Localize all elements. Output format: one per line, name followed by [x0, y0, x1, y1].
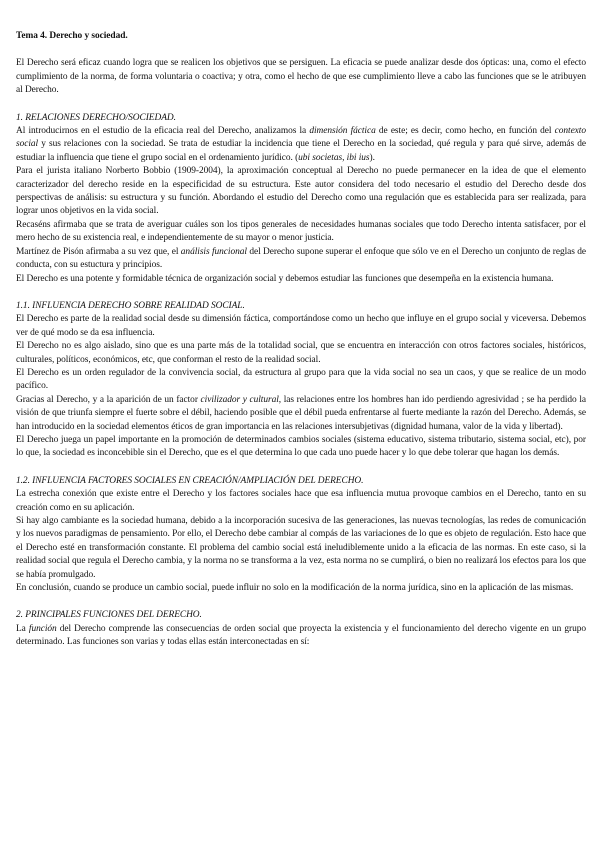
section-1-1-paragraph-5: El Derecho juega un papel importante en la promoción de determinados cambios sociales (sistema educativo, sistema tributario, sistema social, etc), por lo que, la sociedad es inconcebible sin el Derecho, que es el que determina lo que cada uno puede hacer y lo que debe tolerar que hagan los demás. — [16, 434, 586, 459]
section-1-paragraph-5: El Derecho es una potente y formidable técnica de organización social y debemos estudiar las funciones que desempeña en la existencia humana. — [16, 273, 554, 284]
section-1-1-paragraph-2: El Derecho no es algo aislado, sino que es una parte más de la totalidad social, que se encuentra en interacción con otros factores sociales, históricos, culturales, políticos, económicos, etc, que conforman el resto de la realidad social. — [16, 341, 586, 365]
document-title: Tema 4. Derecho y sociedad. — [16, 31, 128, 41]
section-1-1-heading: 1.1. INFLUENCIA DERECHO SOBRE REALIDAD SOCIAL. — [16, 300, 245, 311]
section-1-2-paragraph-2: Si hay algo cambiante es la sociedad humana, debido a la incorporación sucesiva de las generaciones, las nuevas tecnologías, las redes de comunicación y los nuevos paradigmas de pensamiento. Por ello, el Derecho debe cambiar al compás de las variaciones de lo que es objeto de regulación. Esto hace que el Derecho esté en transformación constante. El problema del cambio social está ineludiblemente unido a la eficacia de las normas. En este caso, si la realidad social que regula el Derecho cambia, y la norma no se transforma a la vez, esta norma no se cumplirá, o bien no realizará los efectos para los que se había promulgado. — [16, 516, 586, 580]
intro-paragraph: El Derecho será eficaz cuando logra que se realicen los objetivos que se persiguen. La eficacia se puede analizar desde dos ópticas: una, como el efecto cumplimiento de la norma, de forma voluntaria o coactiva; y otra, como el hecho de que ese cumplimiento lleve a cabo las funciones que se le atribuyen al Derecho. — [16, 58, 586, 96]
section-1-2-heading: 1.2. INFLUENCIA FACTORES SOCIALES EN CREACIÓN/AMPLIACIÓN DEL DERECHO. — [16, 475, 364, 486]
section-1-2-paragraph-3: En conclusión, cuando se produce un cambio social, puede influir no solo en la modificación de la norma jurídica, sino en la aplicación de las mismas. — [16, 583, 574, 594]
section-1-2-paragraph-1: La estrecha conexión que existe entre el Derecho y los factores sociales hace que esa influencia mutua provoque cambios en el Derecho, tanto en su creación como en su aplicación. — [16, 489, 586, 513]
section-2-paragraph-1: La función del Derecho comprende las consecuencias de orden social que proyecta la existencia y el funcionamiento del derecho vigente en un grupo determinado. Las funciones son varias y todas ellas están interconectadas en sí: — [16, 623, 586, 648]
section-2-heading: 2. PRINCIPALES FUNCIONES DEL DERECHO. — [16, 610, 202, 621]
section-1-paragraph-4: Martínez de Pisón afirmaba a su vez que, el análisis funcional del Derecho supone superar el enfoque que sólo ve en el Derecho un conjunto de reglas de conducta, con su estuctura y principios. — [16, 246, 586, 271]
section-1-1-paragraph-1: El Derecho es parte de la realidad social desde su dimensión fáctica, comportándose como un hecho que influye en el grupo social y viceversa. Debemos ver de qué modo se da esa influencia. — [16, 314, 586, 338]
section-1-paragraph-3: Recaséns afirmaba que se trata de averiguar cuáles son los tipos generales de necesidades humanas sociales que todo Derecho intenta satisfacer, por el mero hecho de su existencia real, e independientemente de su mayor o menor justicia. — [16, 219, 586, 244]
section-1-1-paragraph-4: Gracias al Derecho, y a la aparición de un factor civilizador y cultural, las relaciones entre los hombres han ido perdiendo agresividad ; se ha perdido la visión de que triunfa siempre el fuerte sobre el débil, haciendo posible que el débil pueda enfrentarse al fuerte mediante la razón del Derecho. Además, se han introducido en la sociedad elementos éticos de gran importancia en las relaciones intersubjetivas (dignidad humana, valor de la vida y libertad). — [16, 394, 587, 432]
section-1-paragraph-1: Al introducirnos en el estudio de la eficacia real del Derecho, analizamos la dimensión fáctica de este; es decir, como hecho, en función del contexto social y sus relaciones con la sociedad. Se trata de estudiar la incidencia que tiene el Derecho en la sociedad, qué regula y para qué sirve, además de estudiar la influencia que tiene el grupo social en el ordenamiento jurídico. (ubi societas, ibi ius). — [16, 126, 586, 163]
section-1-1-paragraph-3: El Derecho es un orden regulador de la convivencia social, da estructura al grupo para que la vida social no sea un caos, y que se realice de un modo pacífico. — [16, 367, 586, 392]
section-1-paragraph-2: Para el jurista italiano Norberto Bobbio (1909-2004), la aproximación conceptual al Derecho no puede permanecer en la idea de que el elemento caracterizador del derecho reside en la especificidad de su estructura. Este autor considera del todo necesario el estudio del Derecho desde dos perspectivas de análisis: su estructura y su función. Abordando el estudio del Derecho como una regulación que es establecida para ser realizada, para lograr unos objetivos en la vida social. — [16, 166, 586, 217]
section-1-heading: 1. RELACIONES DERECHO/SOCIEDAD. — [16, 112, 176, 123]
